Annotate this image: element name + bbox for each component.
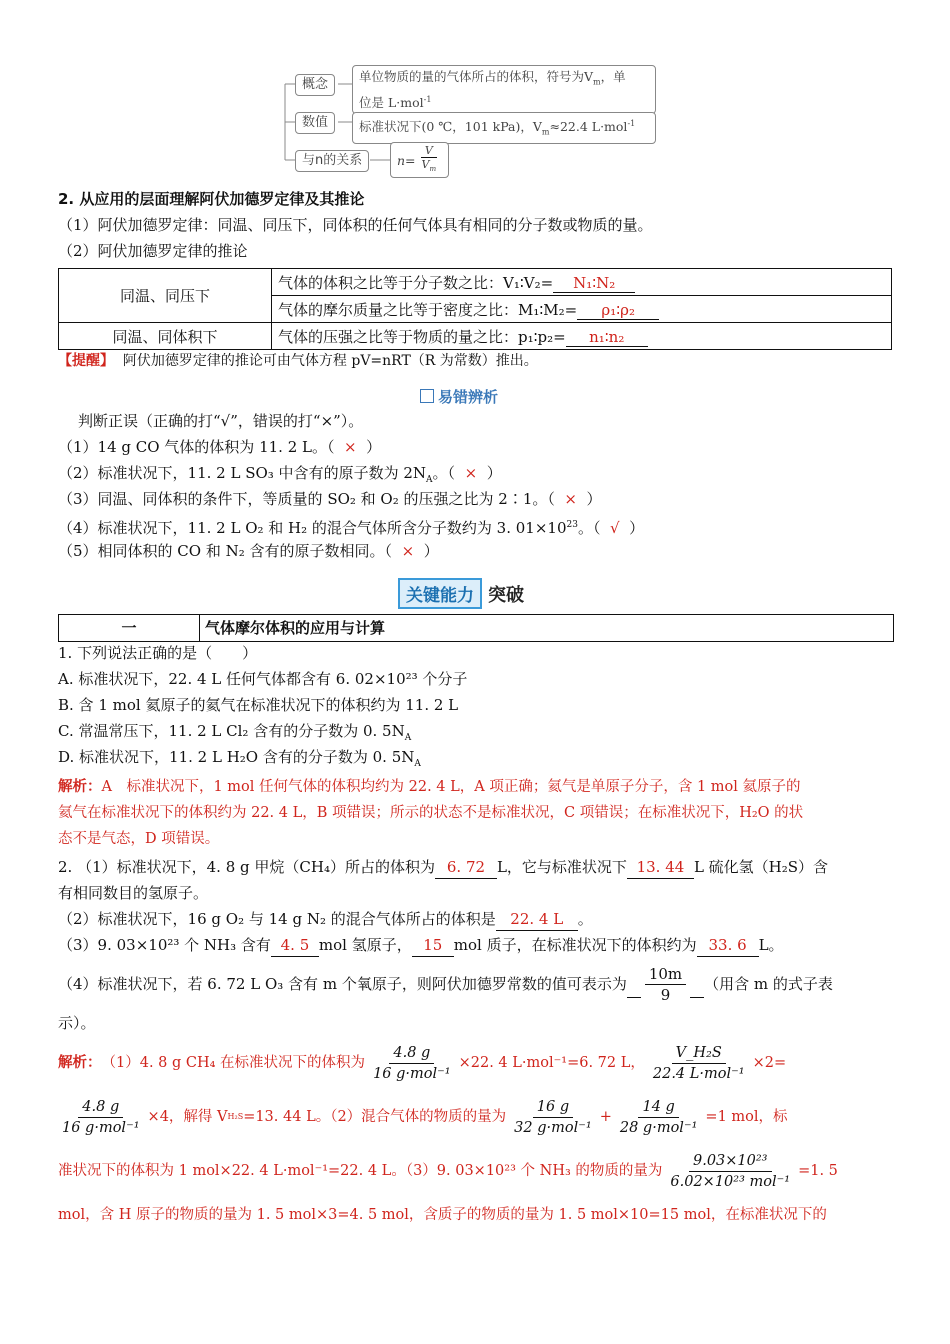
list-item: （4）标准状况下，11. 2 L O₂ 和 H₂ 的混合气体所含分子数约为 3. $01\times 10^{23}$。（ √ ） <box>58 519 645 537</box>
value-definition: 标准状况下(0 ℃，101 kPa)，$V_m\approx 22.4$ L·mol$^{-1}$ <box>352 112 656 144</box>
analysis-line: mol，含 H 原子的物质的量为 1. 5 mol×3=4. 5 mol，含质子的物质的量为 1. 5 mol×10=15 mol，在标准状况下的 <box>58 1207 827 1223</box>
list-item: （1）14 g CO 气体的体积为 11. 2 L。（ × ） <box>58 438 382 456</box>
value-label: 数值 <box>295 112 335 134</box>
option: D. 标准状况下，11. 2 L H₂O 含有的分子数为 0. $5N_A$ <box>58 748 421 769</box>
table-cell: 气体的摩尔质量之比等于密度之比：M₁∶M₂= ρ₁∶ρ₂ <box>272 296 892 323</box>
analysis-line: 氦气在标准状况下的体积约为 22. 4 L，B 项错误；所示的状态不是标准状况，C 项错误；在标准状况下，H₂O 的状 <box>58 805 804 821</box>
section-heading: 2. 从应用的层面理解阿伏加德罗定律及其推论 <box>58 190 365 208</box>
list-item: （2）标准状况下，11. 2 L SO₃ 中含有的原子数为 $2N_A$。（ × ） <box>58 464 502 485</box>
inference-table <box>58 268 892 350</box>
paragraph: （2）阿伏加德罗定律的推论 <box>58 242 248 260</box>
option: A. 标准状况下，22. 4 L 任何气体都含有 6. 02×10²³ 个分子 <box>58 670 468 688</box>
list-item: （3）同温、同体积的条件下，等质量的 SO₂ 和 O₂ 的压强之比为 2∶1。（ × ） <box>58 490 602 508</box>
question-line: （4）标准状况下，若 6. 72 L O₃ 含有 m 个氧原子，则阿伏加德罗常数的值可表示为 $\frac{10m}{9}$ （用含 m 的式子表 <box>58 964 833 1004</box>
analysis-line: 准状况下的体积为 1 mol×22. 4 L·mol⁻¹=22. 4 L。（3）9. 03×10²³ 个 NH₃ 的物质的量为 $\frac{\text{9.03×10²³}}{\text{6.02×10²³ mol⁻¹}}$ =1. 5 <box>58 1152 838 1190</box>
analysis-line: 解析： （1）4. 8 g CH₄ 在标准状况下的体积为 $\frac{4.8 g}{\text{16 g·mol⁻¹}}$ ×22. 4 L·mol⁻¹=6. 72 L， $\frac{\text{V\_H₂S}}{\text{22.4 L·mol⁻¹}}$ ×2= <box>58 1044 787 1082</box>
table-cell: 同温、同体积下 <box>59 323 272 350</box>
analysis-line: $\frac{4.8 g}{\text{16 g·mol⁻¹}}$ ×4，解得 V H₂S =13. 44 L。（2）混合气体的物质的量为 $\frac{16 g}{\text{32 g·mol⁻¹}}$ + $\frac{14 g}{\text{28 g·mol⁻¹}}$ =1 mol，标 <box>62 1098 788 1136</box>
error-analysis-title: 易错辨析 <box>420 385 498 407</box>
question-line: 2. （1）标准状况下，4. 8 g 甲烷（CH₄）所占的体积为 6. 72 L，它与标准状况下 13. 44 L 硫化氢（H₂S）含 <box>58 856 828 879</box>
option: B. 含 1 mol 氦原子的氦气在标准状况下的体积约为 11. 2 L <box>58 696 459 714</box>
section-title: 气体摩尔体积的应用与计算 <box>205 619 386 637</box>
table-cell: 同温、同压下 <box>59 269 272 323</box>
relation-label: 与n的关系 <box>295 150 369 172</box>
concept-diagram <box>280 60 670 180</box>
concept-definition: 单位物质的量的气体所占的体积，符号为$V_m$，单 位是 L·mol$^{-1}$ <box>352 65 656 114</box>
table-cell: 气体的体积之比等于分子数之比：V₁∶V₂= N₁∶N₂ <box>272 269 892 296</box>
paragraph: （1）阿伏加德罗定律：同温、同压下，同体积的任何气体具有相同的分子数或物质的量。 <box>58 216 653 234</box>
option: C. 常温常压下，11. 2 L Cl₂ 含有的分子数为 0. $5N_A$ <box>58 722 412 743</box>
question-stem: 1. 下列说法正确的是（ ） <box>58 644 258 662</box>
concept-label: 概念 <box>295 74 335 96</box>
question-line: 有相同数目的氢原子。 <box>58 884 209 902</box>
square-icon <box>420 389 434 403</box>
section-bar <box>58 614 894 642</box>
relation-formula: n= $\frac{V}{V_m}$ <box>390 142 449 178</box>
list-item: （5）相同体积的 CO 和 N₂ 含有的原子数相同。（ × ） <box>58 542 439 560</box>
tip: 【提醒】 阿伏加德罗定律的推论可由气体方程 pV=nRT（R 为常数）推出。 <box>58 353 538 369</box>
question-line: （2）标准状况下，16 g O₂ 与 14 g N₂ 的混合气体所占的体积是 22. 4 L 。 <box>58 908 593 931</box>
instruction: 判断正误（正确的打“√”，错误的打“×”）。 <box>78 412 364 430</box>
question-line: 示）。 <box>58 1014 96 1032</box>
section-number: 一 <box>59 615 200 641</box>
key-ability-banner: 关键能力 突破 <box>398 578 524 609</box>
table-cell: 气体的压强之比等于物质的量之比：p₁∶p₂= n₁∶n₂ <box>272 323 892 350</box>
question-line: （3）9. 03×10²³ 个 NH₃ 含有 4. 5 mol 氢原子， 15 mol 质子，在标准状况下的体积约为 33. 6 L。 <box>58 934 784 957</box>
analysis-line: 态不是气态，D 项错误。 <box>58 831 220 847</box>
analysis-line: 解析：A 标准状况下，1 mol 任何气体的体积均约为 22. 4 L，A 项正确；氦气是单原子分子，含 1 mol 氦原子的 <box>58 779 801 795</box>
